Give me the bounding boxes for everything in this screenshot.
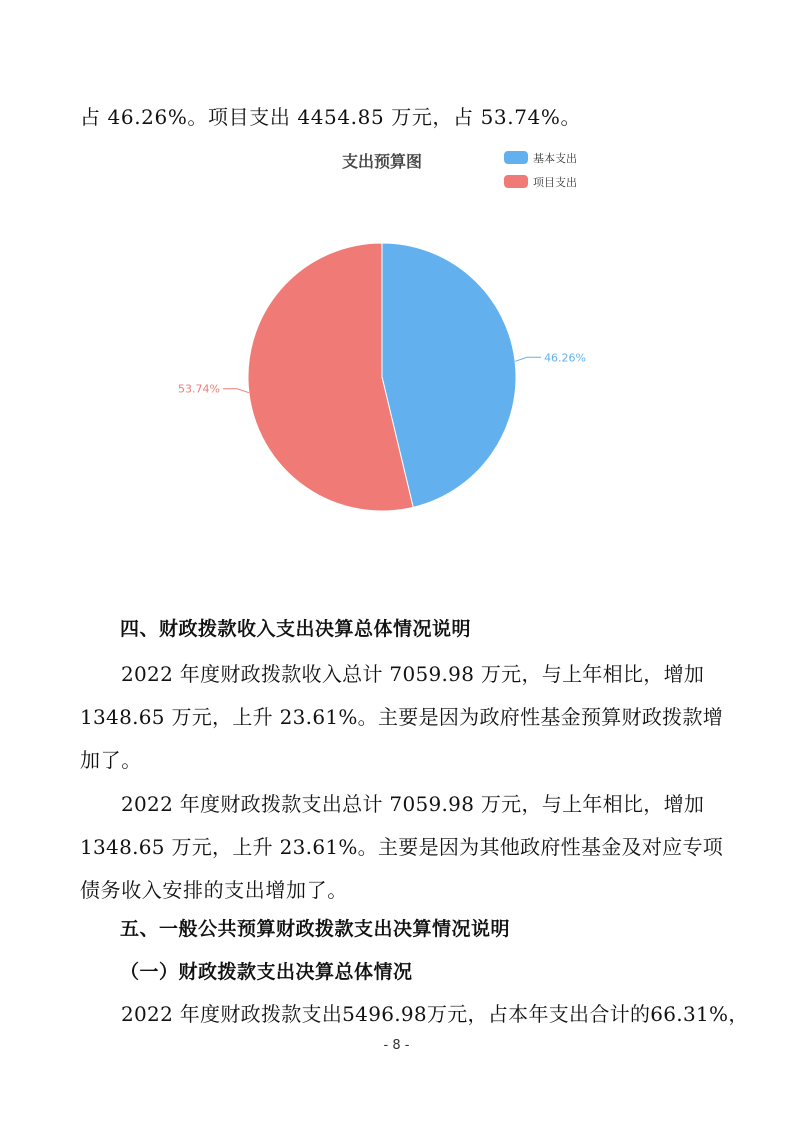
section-4-paragraph-1-line-1: 2022 年度财政拨款收入总计 7059.98 万元，与上年相比，增加 xyxy=(121,662,705,686)
chart-title: 支出预算图 xyxy=(341,152,423,171)
legend-swatch-2 xyxy=(504,175,528,188)
section-5-paragraph-1-line-1: 2022 年度财政拨款支出5496.98万元，占本年支出合计的66.31%， xyxy=(121,1002,749,1026)
section-5-heading: 五、一般公共预算财政拨款支出决算情况说明 xyxy=(120,918,511,940)
legend-swatch-1 xyxy=(504,151,528,164)
pie-label-2: 53.74% xyxy=(177,382,220,396)
section-4-paragraph-1-line-3: 加了。 xyxy=(80,748,142,772)
chart-legend xyxy=(504,151,577,189)
pie-label-1: 46.26% xyxy=(544,351,587,365)
pie-slices xyxy=(248,243,516,511)
section-4-paragraph-2-line-1: 2022 年度财政拨款支出总计 7059.98 万元，与上年相比，增加 xyxy=(121,792,705,816)
pie-leader-line-1 xyxy=(515,357,541,361)
legend-label-1: 基本支出 xyxy=(533,152,577,165)
pie-leader-line-2 xyxy=(223,389,249,393)
section-4-paragraph-2-line-2: 1348.65 万元，上升 23.61%。主要是因为其他政府性基金及对应专项 xyxy=(80,835,724,859)
section-4-paragraph-2-line-3: 债务收入安排的支出增加了。 xyxy=(80,878,348,902)
intro-text-line: 占 46.26%。项目支出 4454.85 万元，占 53.74%。 xyxy=(80,105,582,129)
expenditure-pie-chart xyxy=(0,140,793,540)
section-4-paragraph-1-line-2: 1348.65 万元，上升 23.61%。主要是因为政府性基金预算财政拨款增 xyxy=(80,705,724,729)
section-5-sub-heading: （一）财政拨款支出决算总体情况 xyxy=(120,961,413,983)
legend-label-2: 项目支出 xyxy=(533,176,577,189)
page-number: - 8 - xyxy=(383,1038,410,1053)
section-4-heading: 四、财政拨款收入支出决算总体情况说明 xyxy=(120,618,472,640)
